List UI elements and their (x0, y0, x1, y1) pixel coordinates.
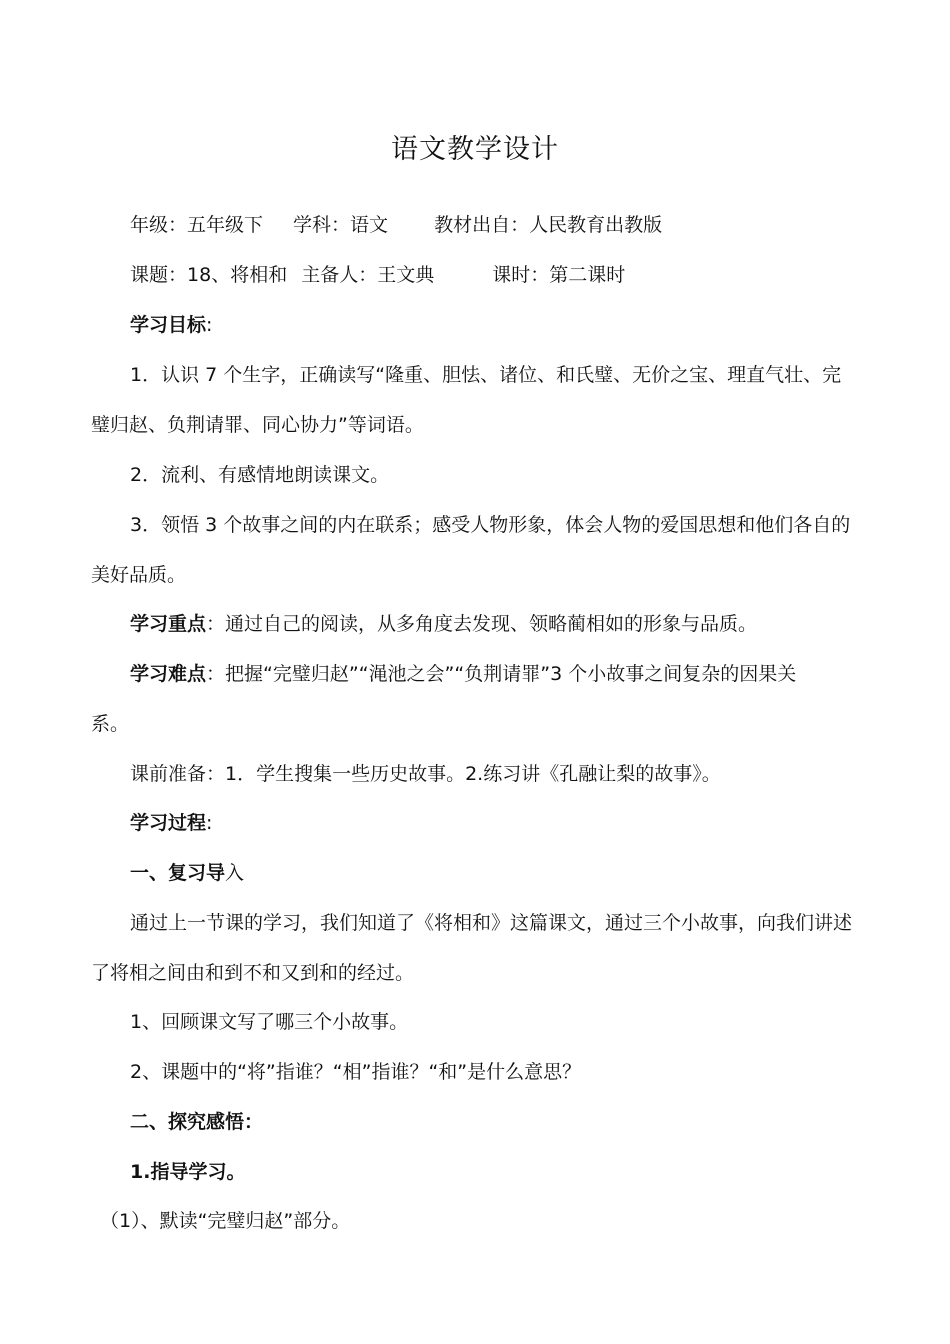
textbook-value: 人民教育出教版 (529, 214, 663, 236)
subject-label: 学科： (293, 214, 351, 236)
key-point-text: ：通过自己的阅读，从多角度去发现、领略蔺相如的形象与品质。 (206, 613, 758, 635)
section-1-heading-bold: 一、复习导 (130, 862, 226, 884)
meta-line-1 (130, 211, 662, 239)
grade-label: 年级： (130, 214, 188, 236)
lesson-label: 课题： (130, 264, 188, 286)
textbook-label: 教材出自： (434, 214, 530, 236)
page-title: 语文教学设计 (391, 134, 559, 165)
key-point-heading: 学习重点 (130, 613, 207, 635)
section-1-intro-line-2: 了将相之间由和到不和又到和的经过。 (91, 962, 415, 984)
objective-1-line-1: 1．认识 7 个生字，正确读写“隆重、胆怯、诸位、和氏璧、无价之宝、理直气壮、完 (130, 364, 842, 386)
key-point (130, 610, 757, 638)
difficulty-heading: 学习难点 (130, 663, 207, 685)
section-1-heading-tail: 入 (225, 862, 245, 884)
lesson-value: 18、将相和 (187, 264, 288, 286)
subject-value: 语文 (350, 214, 389, 236)
section-1-question-2: 2、课题中的“将”指谁？“相”指谁？“和”是什么意思？ (130, 1061, 582, 1083)
section-2-heading: 二、探究感悟： (130, 1111, 264, 1133)
objectives-heading-colon: : (206, 314, 213, 336)
section-2-step-1: （1）、默读“完璧归赵”部分。 (100, 1210, 351, 1232)
preparer-value: 王文典 (377, 264, 435, 286)
section-2-subheading: 1.指导学习。 (130, 1161, 246, 1183)
difficulty-line-1 (130, 660, 796, 688)
objectives-heading-text: 学习目标 (130, 314, 207, 336)
objective-1-line-2: 璧归赵、负荆请罪、同心协力”等词语。 (91, 414, 424, 436)
section-1-question-1: 1、回顾课文写了哪三个小故事。 (130, 1011, 409, 1033)
process-heading-colon: : (206, 812, 213, 834)
grade-value: 五年级下 (187, 214, 264, 236)
objective-2: 2．流利、有感情地朗读课文。 (130, 464, 390, 486)
objective-3-line-2: 美好品质。 (91, 564, 187, 586)
preparation: 课前准备：1．学生搜集一些历史故事。2.练习讲《孔融让梨的故事》。 (130, 763, 721, 785)
difficulty-text: ：把握“完璧归赵”“渑池之会”“负荆请罪”3 个小故事之间复杂的因果关 (206, 663, 797, 685)
difficulty-line-2: 系。 (91, 713, 130, 735)
objectives-heading (130, 311, 212, 339)
meta-line-2 (130, 261, 625, 289)
preparer-label: 主备人： (301, 264, 378, 286)
section-1-heading (130, 859, 244, 887)
section-1-intro-line-1: 通过上一节课的学习，我们知道了《将相和》这篇课文，通过三个小故事，向我们讲述 (130, 912, 853, 934)
process-heading-text: 学习过程 (130, 812, 207, 834)
period-value: 第二课时 (549, 264, 626, 286)
objective-3-line-1: 3．领悟 3 个故事之间的内在联系；感受人物形象，体会人物的爱国思想和他们各自的 (130, 514, 851, 536)
process-heading (130, 809, 212, 837)
period-label: 课时： (492, 264, 550, 286)
